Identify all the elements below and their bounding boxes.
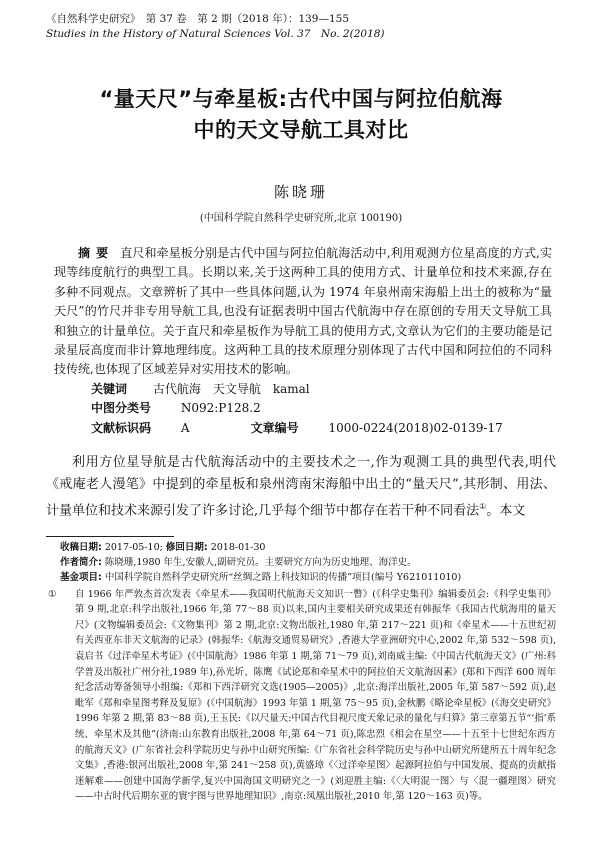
author-affiliation: (中国科学院自然科学史研究所,北京 100190) bbox=[199, 213, 403, 224]
article-number-label: 文章编号 bbox=[250, 421, 299, 436]
article-metadata bbox=[91, 380, 556, 439]
footnote-divider bbox=[46, 536, 174, 537]
journal-header-cn: 《自然科学史研究》 第 37 卷 第 2 期（2018 年）：139—155 bbox=[46, 13, 350, 25]
received-date: 2017-05-10; bbox=[104, 541, 163, 553]
body-text: 利用方位星导航是古代航海活动中的主要技术之一,作为观测工具的典型代表,明代《戒庵老人漫笔》中提到的牵星板和泉州湾南宋海船中出土的“量天尺”,其形制、用法、计量单位和技术来源引发了许多讨论,几乎每个细节中都存在若干种不同看法 bbox=[46, 454, 556, 518]
abstract-label: 摘要 bbox=[78, 246, 115, 260]
doc-code-row bbox=[91, 419, 556, 439]
revised-date: 2018-01-30 bbox=[210, 541, 266, 553]
footnote-metadata bbox=[46, 540, 556, 586]
body-paragraph bbox=[46, 452, 556, 522]
clc-value: N092:P128.2 bbox=[180, 401, 261, 416]
fund-row bbox=[60, 570, 556, 585]
clc-label: 中图分类号 bbox=[91, 401, 152, 416]
author-bio-label: 作者简介: bbox=[60, 557, 102, 569]
article-number-value: 1000-0224(2018)02-0139-17 bbox=[328, 421, 503, 436]
doc-code-value: A bbox=[180, 421, 190, 436]
abstract bbox=[54, 244, 552, 380]
footnote-1-mark: ① bbox=[48, 588, 57, 600]
article-title-line-2: 中的天文导航工具对比 bbox=[193, 118, 409, 142]
keywords-row bbox=[91, 380, 556, 400]
doc-code-label: 文献标识码 bbox=[91, 421, 152, 436]
fund-info: 中国科学院自然科学史研究所“丝绸之路上科技知识的传播”项目(编号 Y621011010) bbox=[104, 572, 462, 584]
dates-row bbox=[60, 540, 556, 555]
body-text-tail: 。本文 bbox=[486, 502, 526, 518]
keywords-label: 关键词 bbox=[91, 381, 128, 396]
revised-label: 修回日期: bbox=[165, 541, 208, 553]
fund-label: 基金项目: bbox=[60, 572, 102, 584]
journal-header-en: Studies in the History of Natural Sciences Vol. 37 No. 2(2018) bbox=[46, 28, 385, 40]
clc-row bbox=[91, 399, 556, 419]
article-title-line-1: “量天尺”与牵星板:古代中国与阿拉伯航海 bbox=[99, 87, 503, 111]
footnote-1 bbox=[46, 587, 556, 805]
article-title bbox=[46, 84, 556, 146]
footnote-ref-1[interactable]: ① bbox=[479, 501, 487, 511]
abstract-text: 直尺和牵星板分别是古代中国与阿拉伯航海活动中,利用观测方位星高度的方式,实现等纬度航行的典型工具。长期以来,关于这两种工具的使用方式、计量单位和技术来源,存在多种不同观点。文章辨析了其中一些具体问题,认为 1974 年泉州南宋海船上出土的被称为“量天尺”的竹尺并非专用导航工具,也没有证据表明中国古代航海中存在原创的专用天文导航工具和独立的计量单位。关于直尺和牵星板作为导航工具的使用方式,文章认为它们的主要功能是记录星辰高度而非计算地理纬度。这两种工具的技术原理分别体现了古代中国和阿拉伯的不同科技传统,也体现了区域差异对实用技术的影响。 bbox=[54, 246, 552, 377]
author-name: 陈晓珊 bbox=[273, 183, 328, 201]
author-bio-row bbox=[60, 555, 556, 570]
footnote-1-text: 自 1966 年严敦杰首次发表《牵星术——我国明代航海天文知识一瞥》(《科学史集刊》编辑委员会:《科学史集刊》第 9 期,北京:科学出版社,1966 年,第 77～88 页)以来,国内主要相关研究成果还有韩振华《我国古代航海用的量天尺》(文物编辑委员会:《文物集刊》第 2 期,北京:文物出版社,1980 年,第 217～221 页)和《牵星术——十五世纪初有关西亚东非天文航海的记录》(韩振华:《航海交通贸易研究》,香港大学亚洲研究中心,2002 年,第 532～598 页),袁启书《过洋牵星术考证》(《中国航海》1986 年第 1 期,第 71～79 页),刘南威主编:《中国古代航海天文》(广州:科学普及出版社广州分社,1989 年),孙光圻、陈鹰《试论郑和牵星术中的阿拉伯天文航海因素》(郑和下西洋 600 周年纪念活动筹备领导小组编:《郑和下西洋研究文选(1905—2005)》,北京:海洋出版社,2005 年,第 587～592 页),赵毗军《郑和牵星图考释及复原》(《中国航海》1993 年第 1 期,第 75～95 页),金秋鹏《略论牵星板》(《海交史研究》1996 年第 2 期,第 83～88 页),王玉民:《以尺量天:中国古代目视尺度天象记录的量化与归算》第三章第五节“‘指’系统、牵星术及其他”(济南:山东教育出版社,2008 年,第 64～71 页),陈忠烈《相会在星空——十五至十七世纪东西方的航海天文》(广东省社会科学院历史与孙中山研究所编:《广东省社会科学院历史与孙中山研究所建所五十周年纪念文集》,香港:银河出版社,2008 年,第 241～258 页),黄盛璋《〈过洋牵星图〉起源阿拉伯与中国发展、提高的贡献指迷解难——创建中国海学新学,复兴中国海国文明研究之一》(刘迎胜主编:《〈大明混一图〉与〈混一疆理图〉研究——中古时代后期东亚的寰宇图与世界地理知识》,南京:凤凰出版社,2010 年,第 120～163 页)等。 bbox=[75, 588, 556, 803]
keywords-value: 古代航海 天文导航 kamal bbox=[152, 381, 310, 396]
received-label: 收稿日期: bbox=[60, 541, 102, 553]
author-bio: 陈晓珊,1980 年生,安徽人,副研究员。主要研究方向为历史地理、海洋史。 bbox=[104, 557, 417, 569]
